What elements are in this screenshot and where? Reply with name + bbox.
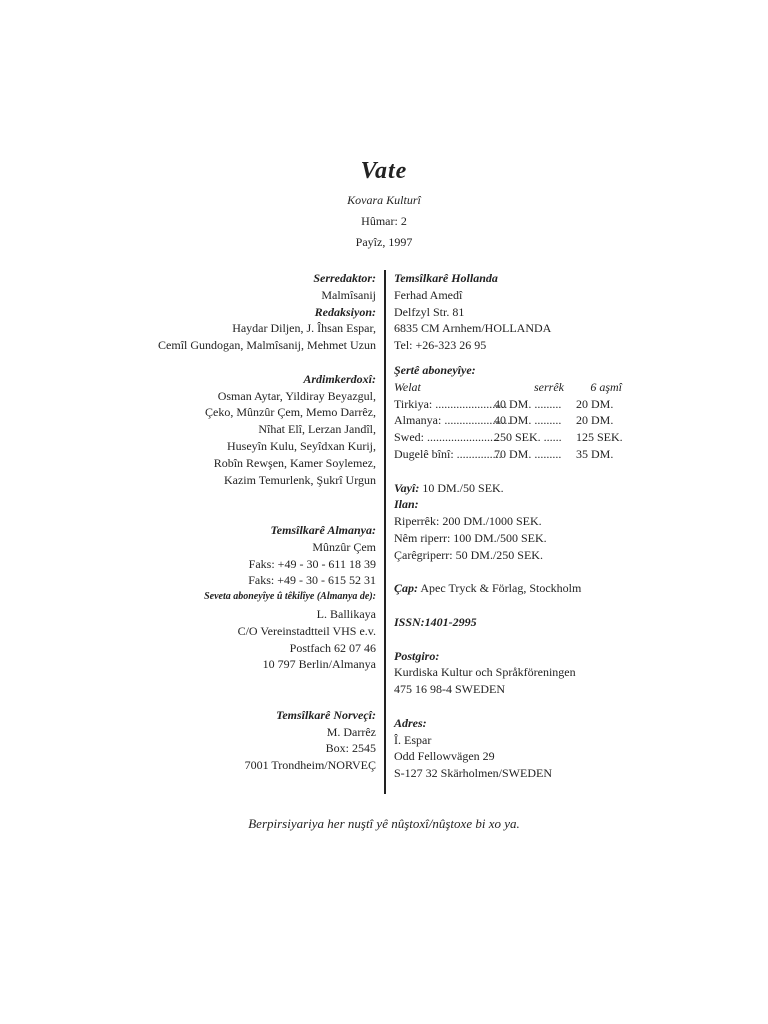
- norvec-line: M. Darrêz: [326, 724, 376, 739]
- ardimkerdoxi-line: Huseyîn Kulu, Seyîdxan Kurij,: [227, 438, 376, 453]
- ardimkerdoxi-line: Kazim Temurlenk, Şukrî Urgun: [223, 472, 376, 487]
- almanya-line: Mûnzûr Çem: [312, 539, 376, 554]
- norvec-line: 7001 Trondheim/NORVEÇ: [244, 758, 376, 773]
- almanya-abone-line: L. Ballikaya: [316, 606, 376, 621]
- postgiro-line: 475 16 98-4 SWEDEN: [394, 682, 505, 697]
- postgiro-line: Kurdiska Kultur och Språkföreningen: [394, 665, 576, 680]
- abone-cell: 35 DM.: [576, 446, 614, 461]
- almanya-line: Faks: +49 - 30 - 615 52 31: [248, 573, 376, 588]
- abone-cell: Dugelê bînî: ...............: [394, 446, 502, 461]
- issn: ISSN:1401-2995: [394, 614, 477, 629]
- abone-row: [394, 412, 654, 429]
- vayi-line: [394, 480, 654, 497]
- vayi-value: 10 DM./50 SEK.: [422, 480, 504, 495]
- hollanda-line: Tel: +26-323 26 95: [394, 338, 487, 353]
- hollanda-label: Temsîlkarê Hollanda: [394, 271, 498, 285]
- hollanda-line: Delfzyl Str. 81: [394, 304, 465, 319]
- cap-label: Çap:: [394, 581, 418, 596]
- hollanda-line: 6835 CM Arnhem/HOLLANDA: [394, 321, 552, 336]
- redaksiyon-label: Redaksiyon:: [314, 304, 376, 319]
- issue-number: Hûmar: 2: [361, 214, 407, 228]
- ilan-line: Nêm riperr: 100 DM./500 SEK.: [394, 530, 547, 545]
- serredaktor-label: Serredaktor:: [313, 271, 376, 285]
- abone-row: [394, 429, 654, 446]
- almanya-line: Faks: +49 - 30 - 611 18 39: [248, 556, 376, 571]
- abone-cell: 20 DM.: [576, 396, 614, 411]
- right-column: [394, 270, 654, 782]
- ardimkerdoxi-line: Nîhat Elî, Lerzan Jandîl,: [258, 422, 376, 437]
- abone-header-cell: 6 aşmî: [590, 379, 622, 394]
- ardimkerdoxi-label: Ardimkerdoxî:: [303, 371, 376, 386]
- hollanda-line: Ferhad Amedî: [394, 287, 463, 302]
- abone-header-cell: serrêk: [534, 379, 564, 394]
- almanya-abone-line: Postfach 62 07 46: [289, 640, 376, 655]
- redaksiyon-line: Cemîl Gundogan, Malmîsanij, Mehmet Uzun: [158, 338, 376, 353]
- redaksiyon-line: Haydar Diljen, J. Îhsan Espar,: [232, 321, 376, 336]
- adres-line: Î. Espar: [394, 732, 432, 747]
- left-column: [120, 270, 376, 774]
- magazine-subtitle: Kovara Kulturî: [347, 193, 421, 207]
- vayi-label: Vayî:: [394, 480, 420, 495]
- adres-label: Adres:: [394, 715, 427, 730]
- abone-cell: 125 SEK.: [576, 430, 623, 445]
- ilan-line: Riperrêk: 200 DM./1000 SEK.: [394, 514, 542, 529]
- ardimkerdoxi-line: Robîn Rewşen, Kamer Soylemez,: [213, 455, 376, 470]
- cap-line: [394, 580, 654, 597]
- responsibility-note: Berpirsiyariya her nuştî yê nûştoxî/nûştoxe bi xo ya.: [248, 816, 520, 831]
- abone-cell: 20 DM.: [576, 413, 614, 428]
- magazine-title: Vate: [360, 158, 408, 184]
- column-divider: [384, 270, 386, 794]
- abone-cell: 40 DM. .........: [494, 413, 562, 428]
- abone-cell: 250 SEK. ......: [494, 430, 562, 445]
- abone-table-header: [394, 379, 654, 396]
- ilan-label: Ilan:: [394, 497, 419, 512]
- norvec-label: Temsîlkarê Norveçî:: [276, 707, 376, 722]
- norvec-line: Box: 2545: [325, 741, 376, 756]
- abone-cell: Swed: ........................: [394, 430, 499, 445]
- ilan-line: Çarêgriperr: 50 DM./250 SEK.: [394, 547, 543, 562]
- abone-cell: 40 DM. .........: [494, 396, 562, 411]
- abone-label: Şertê aboneyîye:: [394, 362, 476, 377]
- ardimkerdoxi-line: Çeko, Mûnzûr Çem, Memo Darrêz,: [205, 405, 376, 420]
- abone-header-cell: Welat: [394, 379, 421, 394]
- abone-row: [394, 446, 654, 463]
- abone-row: [394, 396, 654, 413]
- abone-cell: Almanya: ......................: [394, 413, 511, 428]
- almanya-abone-line: C/O Vereinstadtteil VHS e.v.: [237, 623, 376, 638]
- abone-cell: 70 DM. .........: [494, 446, 562, 461]
- adres-line: S-127 32 Skärholmen/SWEDEN: [394, 766, 552, 781]
- abone-cell: Tirkiya: ........................: [394, 396, 508, 411]
- issue-season: Payîz, 1997: [355, 235, 413, 249]
- almanya-abone-line: 10 797 Berlin/Almanya: [262, 657, 376, 672]
- cap-value: Apec Tryck & Förlag, Stockholm: [420, 581, 582, 596]
- serredaktor-name: Malmîsanij: [321, 287, 376, 302]
- adres-line: Odd Fellowvägen 29: [394, 749, 495, 764]
- ardimkerdoxi-line: Osman Aytar, Yildiray Beyazgul,: [217, 388, 376, 403]
- postgiro-label: Postgiro:: [394, 648, 440, 663]
- almanya-abone-label: Seveta aboneyîye û têkilîye (Almanya de):: [204, 591, 376, 603]
- almanya-label: Temsîlkarê Almanya:: [270, 522, 376, 537]
